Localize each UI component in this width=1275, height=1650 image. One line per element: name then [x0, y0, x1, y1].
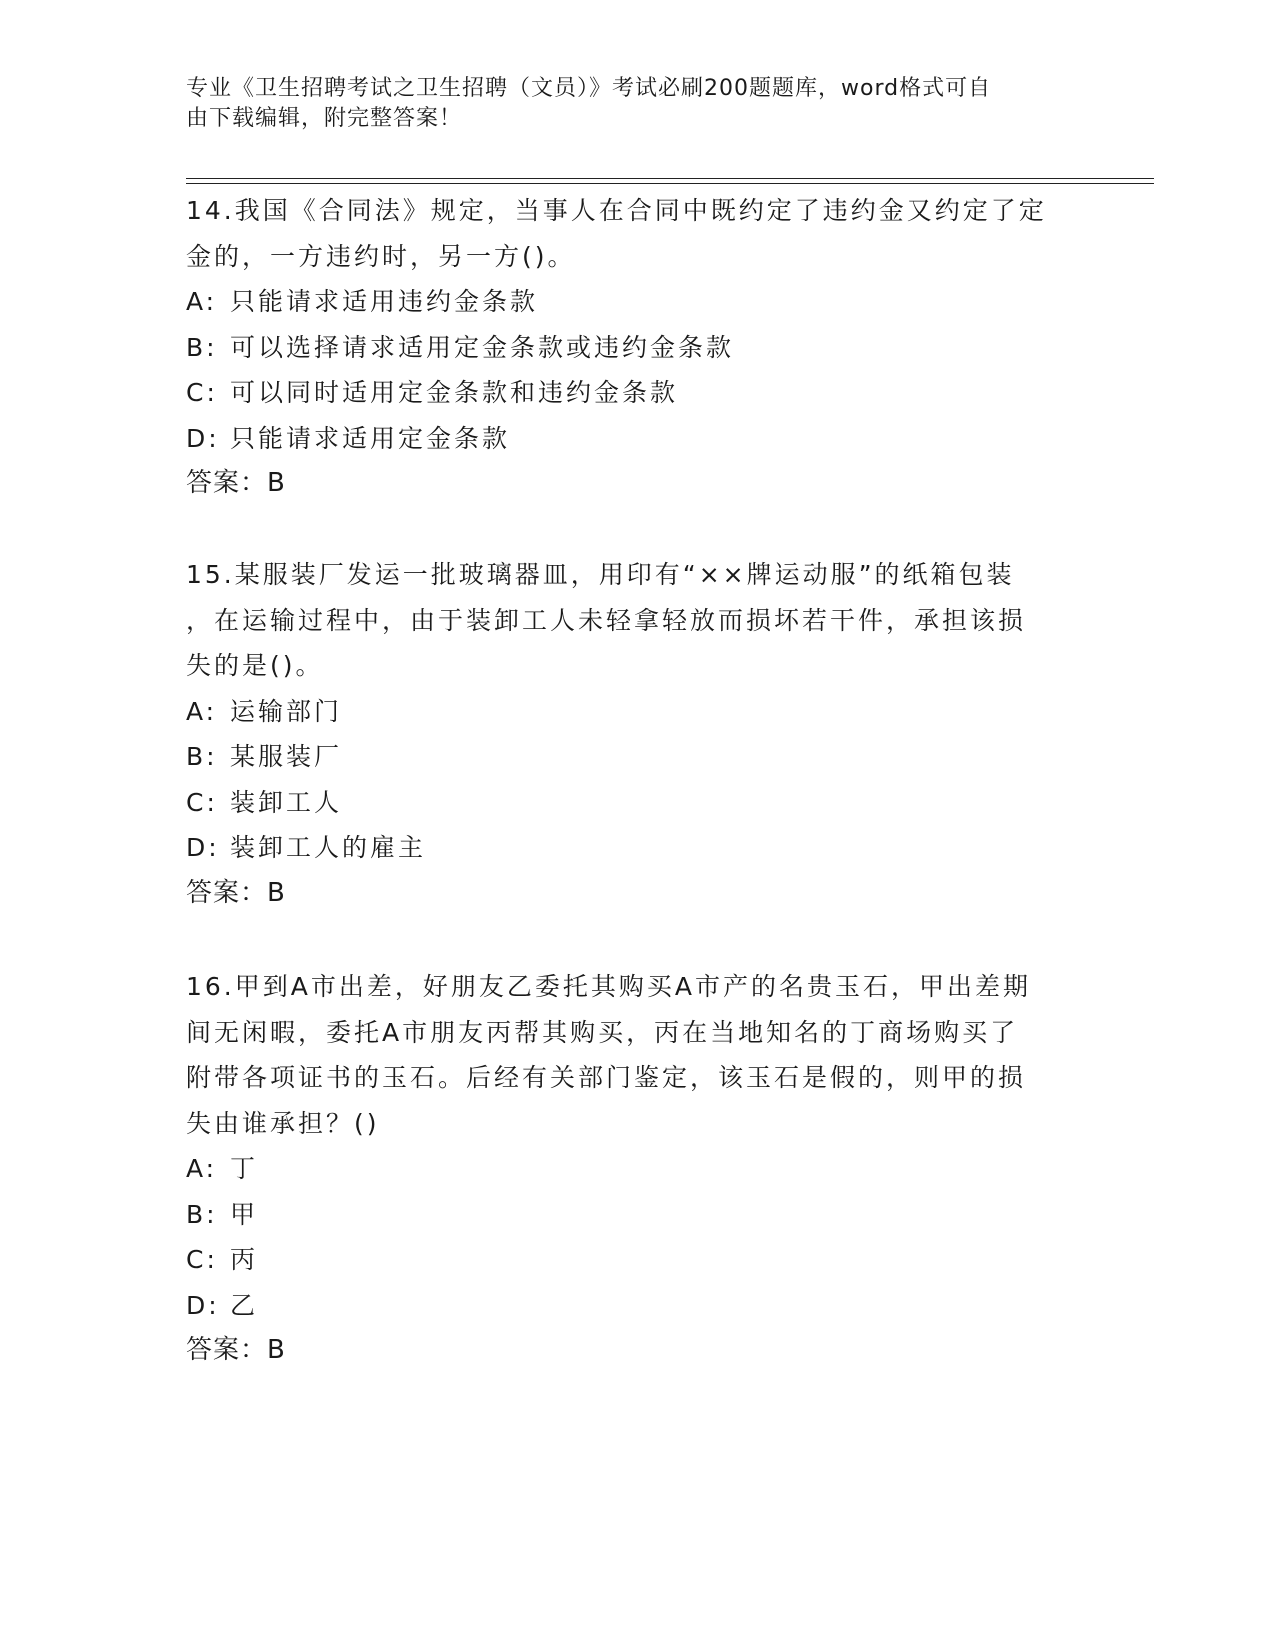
question-stem-line: 间无闲暇，委托A市朋友丙帮其购买，丙在当地知名的丁商场购买了 [186, 1017, 1019, 1047]
option-a [186, 689, 1086, 735]
option-key: C: [186, 378, 218, 407]
option-a [186, 279, 1086, 325]
option-text: 甲 [230, 1199, 259, 1229]
option-b [186, 1192, 1086, 1238]
question-stem-line: 失由谁承担？() [186, 1108, 380, 1138]
question-15 [186, 552, 1086, 916]
option-c [186, 370, 1086, 416]
option-text: 装卸工人 [230, 787, 343, 817]
header-line-1: 专业《卫生招聘考试之卫生招聘（文员）》考试必刷200题题库，word格式可自 [186, 76, 992, 101]
option-d [186, 825, 1086, 871]
option-text: 可以同时适用定金条款和违约金条款 [230, 378, 679, 407]
document-header [186, 74, 1066, 134]
option-key: B: [186, 742, 218, 771]
option-key: D: [186, 1290, 220, 1320]
option-b [186, 325, 1086, 371]
option-text: 丙 [230, 1245, 259, 1274]
question-stem-line: 15.某服装厂发运一批玻璃器皿，用印有“××牌运动服”的纸箱包装 [186, 560, 1015, 589]
option-text: 装卸工人的雇主 [230, 833, 427, 862]
option-text: 只能请求适用违约金条款 [230, 287, 539, 316]
question-16 [186, 964, 1086, 1374]
option-key: A: [186, 696, 218, 726]
question-stem-line: 14.我国《合同法》规定，当事人在合同中既约定了违约金又约定了定 [186, 196, 1047, 225]
question-stem-line: 失的是()。 [186, 651, 324, 680]
option-text: 某服装厂 [230, 742, 343, 771]
question-14 [186, 188, 1086, 507]
question-stem-line: 金的，一方违约时，另一方()。 [186, 241, 576, 271]
header-divider-bottom [186, 183, 1154, 184]
option-text: 可以选择请求适用定金条款或违约金条款 [230, 332, 735, 362]
option-d [186, 416, 1086, 462]
header-line-2: 由下载编辑，附完整答案！ [186, 106, 463, 131]
option-key: A: [186, 1154, 218, 1183]
option-key: C: [186, 787, 218, 817]
option-key: B: [186, 332, 218, 362]
answer-line: 答案：B [186, 468, 286, 498]
option-text: 运输部门 [230, 696, 343, 726]
answer-line: 答案：B [186, 877, 286, 908]
option-c [186, 780, 1086, 826]
option-text: 乙 [230, 1290, 259, 1320]
option-key: A: [186, 287, 218, 316]
option-b [186, 734, 1086, 780]
question-stem-line: 16.甲到A市出差，好朋友乙委托其购买A市产的名贵玉石，甲出差期 [186, 972, 1031, 1001]
option-key: B: [186, 1199, 218, 1229]
question-stem-line: 附带各项证书的玉石。后经有关部门鉴定，该玉石是假的，则甲的损 [186, 1063, 1027, 1092]
answer-line: 答案：B [186, 1335, 286, 1365]
option-key: C: [186, 1245, 218, 1274]
option-d [186, 1283, 1086, 1329]
option-key: D: [186, 423, 220, 453]
option-key: D: [186, 833, 220, 862]
question-stem-line: ，在运输过程中，由于装卸工人未轻拿轻放而损坏若干件，承担该损 [186, 605, 1027, 635]
option-text: 只能请求适用定金条款 [230, 423, 511, 453]
header-divider-top [186, 178, 1154, 179]
option-c [186, 1237, 1086, 1283]
option-a [186, 1146, 1086, 1192]
option-text: 丁 [230, 1154, 259, 1183]
